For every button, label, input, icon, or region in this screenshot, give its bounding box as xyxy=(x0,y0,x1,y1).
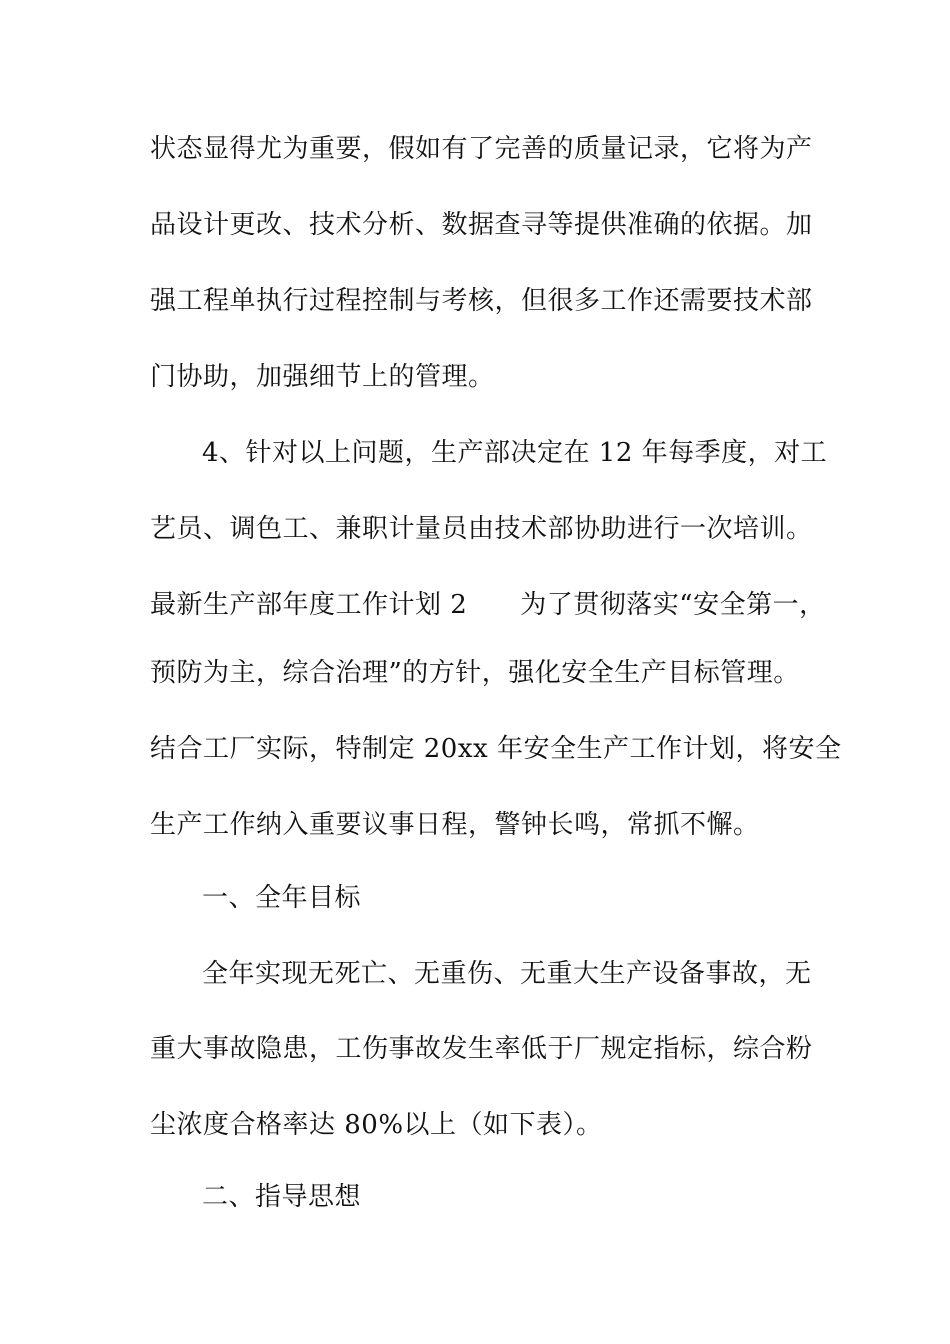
paragraph-line: 尘浓度合格率达 80%以上（如下表）。 xyxy=(150,1110,603,1140)
paragraph-line: 强工程单执行过程控制与考核，但很多工作还需要技术部 xyxy=(150,286,813,316)
section-heading: 二、指导思想 xyxy=(202,1182,362,1212)
paragraph-line: 最新生产部年度工作计划 2 为了贯彻落实“安全第一， xyxy=(150,590,826,620)
section-heading: 一、全年目标 xyxy=(202,883,362,913)
paragraph-line: 预防为主，综合治理”的方针，强化安全生产目标管理。 xyxy=(150,658,800,688)
paragraph-line: 重大事故隐患，工伤事故发生率低于厂规定指标，综合粉 xyxy=(150,1034,813,1064)
paragraph-line: 结合工厂实际，特制定 20xx 年安全生产工作计划，将安全 xyxy=(150,734,842,764)
paragraph-line: 生产工作纳入重要议事日程，警钟长鸣，常抓不懈。 xyxy=(150,810,760,840)
paragraph-line: 全年实现无死亡、无重伤、无重大生产设备事故，无 xyxy=(202,959,812,989)
paragraph-line: 状态显得尤为重要，假如有了完善的质量记录，它将为产 xyxy=(150,134,813,164)
paragraph-line: 门协助，加强细节上的管理。 xyxy=(150,362,495,392)
paragraph-line: 艺员、调色工、兼职计量员由技术部协助进行一次培训。 xyxy=(150,514,813,544)
paragraph-line: 品设计更改、技术分析、数据查寻等提供准确的依据。加 xyxy=(150,210,813,240)
paragraph-line: 4、针对以上问题，生产部决定在 12 年每季度，对工 xyxy=(202,438,828,468)
